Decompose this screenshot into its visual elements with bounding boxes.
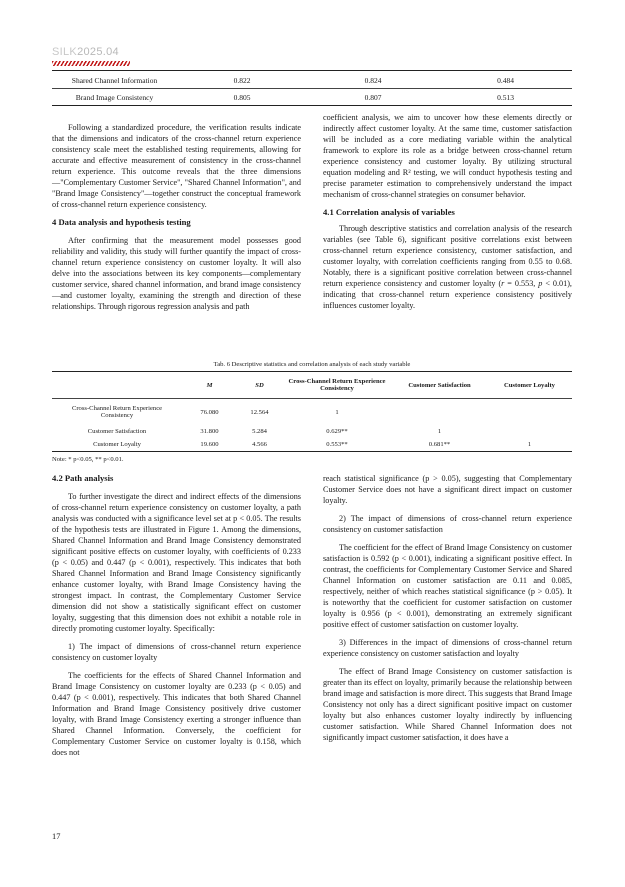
- table-cell: 0.484: [439, 72, 572, 89]
- text-run: < 0.01), indicating that cross-channel return experience consistency positively influences customer loyalty.: [323, 279, 572, 310]
- list-item: 1) The impact of dimensions of cross-channel return experience consistency on customer loyalty: [52, 642, 301, 662]
- paragraph: After confirming that the measurement model possesses good reliability and validity, this study will further quantify the impact of cross-channel return experience consistency on customer loyalty. It will also delve into the associations between its key components—complementary customer service, shared channel information, and brand image consistency—and customer loyalty, examining the strength and direction of these relationships. Through rigorous regression analysis and path: [52, 236, 301, 311]
- paragraph: The effect of Brand Image Consistency on customer satisfaction is greater than its effect on loyalty, primarily because the relationship between brand image and satisfaction is more direct. This suggests that Brand Image Consistency not only has a direct significant positive impact on customer loyalty but also enhances customer loyalty indirectly by influencing customer satisfaction. While Shared Channel Information does not significantly impact customer satisfaction, it does have a: [323, 667, 572, 742]
- section-heading-4-2: 4.2 Path analysis: [52, 473, 114, 483]
- table-cell: 5.284: [252, 428, 267, 435]
- journal-issue: 2025.04: [77, 46, 119, 58]
- column-header: Customer Loyalty: [487, 372, 572, 399]
- table-cell: 1: [335, 408, 339, 416]
- table-cell: 0.807: [307, 89, 439, 106]
- table-cell: 0.822: [177, 72, 307, 89]
- table-cell: [392, 399, 487, 426]
- column-header: Customer Satisfaction: [392, 372, 487, 399]
- paragraph: Following a standardized procedure, the verification results indicate that the dimensions and indicators of the cross-channel return experience consistency scale meet the established testing requirements, allowing for accurate and effective measurement of consistency in the cross-channel return experience. This outcome reveals that the three dimensions—"Complementary Customer Service", "Shared Channel Information", and "Brand Image Consistency"—together construct the conceptual framework of cross-channel return experience consistency.: [52, 123, 301, 209]
- text-run: r: [501, 279, 505, 288]
- column-header: Cross-Channel Return Experience Consistency: [282, 372, 392, 399]
- table-cell: Customer Loyalty: [52, 438, 182, 452]
- table-cell: [487, 425, 572, 438]
- table-caption: Tab. 6 Descriptive statistics and correlation analysis of each study variable: [213, 361, 411, 368]
- table-row: [52, 438, 572, 452]
- table-6: [52, 371, 572, 452]
- table-cell: 19.600: [182, 438, 237, 452]
- column-header: [182, 372, 237, 399]
- reliability-table-continuation: [52, 72, 572, 106]
- header-decorative-stripe: [52, 61, 130, 66]
- table-row: [52, 89, 572, 106]
- table-cell: 0.681**: [392, 438, 487, 452]
- table-cell: 76.080: [200, 408, 219, 416]
- journal-header: [52, 46, 119, 58]
- paragraph: The coefficients for the effects of Shared Channel Information and Brand Image Consistency on customer loyalty are 0.233 (p < 0.05) and 0.447 (p < 0.001), respectively. This indicates that both Shared Channel Information and Brand Image Consistency positively drive customer loyalty, with Brand Image Consistency exerting a stronger influence than Shared Channel Information. Conversely, the coefficient for Complementary Customer Service on customer loyalty is 0.158, which does not: [52, 671, 301, 757]
- paragraph: reach statistical significance (p > 0.05), suggesting that Complementary Customer Service does not have a significant direct impact on customer loyalty.: [323, 474, 572, 505]
- left-column-upper: [52, 122, 301, 312]
- list-item: 3) Differences in the impact of dimensions of cross-channel return experience consistency on customer satisfaction and loyalty: [323, 638, 572, 658]
- table-cell: 1: [437, 428, 442, 435]
- table-cell: 0.513: [439, 89, 572, 106]
- list-item: 2) The impact of dimensions of cross-channel return experience consistency on customer satisfaction: [323, 514, 572, 534]
- left-column-lower: [52, 473, 301, 758]
- table-cell: 4.566: [237, 438, 282, 452]
- top-table-rule: [52, 70, 572, 71]
- journal-brand: SILK: [52, 46, 78, 58]
- table-cell: 1: [487, 438, 572, 452]
- right-column-lower: [323, 473, 572, 743]
- table-cell: Brand Image Consistency: [52, 89, 177, 106]
- header-text: SD: [255, 381, 264, 389]
- table-header-row: [52, 372, 572, 399]
- table-cell: Shared Channel Information: [52, 72, 177, 89]
- table-cell: 0.629**: [326, 428, 348, 435]
- section-heading-4: 4 Data analysis and hypothesis testing: [52, 217, 191, 227]
- text-run: Through descriptive statistics and correlation analysis of the research variables (see Table 6), significant positive correlations exist between cross-channel return experience consistency, customer satisfaction, and customer loyalty, with correlation coefficients ranging from 0.55 to 0.68. Notably, there is a significant positive correlation between cross-channel return experience consistency and customer loyalty (: [323, 224, 572, 288]
- text-run: p: [538, 279, 543, 288]
- text-run: = 0.553,: [504, 279, 539, 288]
- table-cell: Customer Satisfaction: [87, 428, 147, 435]
- table-row: [52, 399, 572, 426]
- paragraph: The coefficient for the effect of Brand Image Consistency on customer satisfaction is 0.592 (p < 0.001), indicating a significant positive effect. In contrast, the coefficients for Complementary Customer Service and Shared Channel Information on customer satisfaction are 0.11 and 0.085, respectively, neither of which reaches statistical significance (p > 0.05). It is noteworthy that the coefficient for customer satisfaction on customer loyalty is 0.956 (p < 0.001), demonstrating an extremely significant positive effect of customer satisfaction on customer loyalty.: [323, 543, 572, 629]
- table-cell: 0.824: [307, 72, 439, 89]
- header-text: M: [206, 381, 213, 389]
- paragraph: coefficient analysis, we aim to uncover how these elements directly or indirectly affect customer loyalty. At the same time, customer satisfaction will be included as a core mediating variable within the analytical framework to explore its role as a bridge between cross-channel return experience consistency and customer loyalty. By utilizing structural equation modeling and R² testing, we will conduct hypothesis testing and precise parameter estimation to comprehensively understand the impact mechanism of cross-channel strategies on consumer behavior.: [323, 113, 572, 199]
- paragraph: To further investigate the direct and indirect effects of the dimensions of cross-channel return experience consistency on customer loyalty, a path analysis was conducted with a significance level set at p < 0.05. The results of the hypothesis tests are illustrated in Figure 1. Among the dimensions, Shared Channel Information and Brand Image Consistency demonstrated significant positive effects on customer loyalty, with coefficients of 0.233 (p < 0.05) and 0.447 (p < 0.001), respectively. This indicates that both Shared Channel Information and Brand Image Consistency significantly enhance customer loyalty, with Brand Image Consistency having the strongest impact. In contrast, the Complementary Customer Service dimension did not show a statistically significant effect on customer loyalty, suggesting that this dimension does not exhibit a notable role in directly promoting customer loyalty. Specifically:: [52, 492, 301, 633]
- table-cell: 0.553**: [282, 438, 392, 452]
- section-heading-4-1: 4.1 Correlation analysis of variables: [323, 207, 455, 217]
- table-cell: 0.805: [177, 89, 307, 106]
- table-row: [52, 425, 572, 438]
- table-cell: 12.564: [250, 408, 269, 416]
- table-note: Note: * p<0.05, ** p<0.01.: [52, 456, 124, 463]
- table-cell: 31.800: [200, 428, 219, 435]
- table-row: [52, 72, 572, 89]
- paragraph: [323, 223, 572, 311]
- column-header: [237, 372, 282, 399]
- table-cell: Cross-Channel Return Experience Consistency: [71, 405, 163, 419]
- right-column-upper: [323, 112, 572, 311]
- table-cell: [487, 399, 572, 426]
- column-header: [52, 372, 182, 399]
- page-number: 17: [52, 832, 61, 841]
